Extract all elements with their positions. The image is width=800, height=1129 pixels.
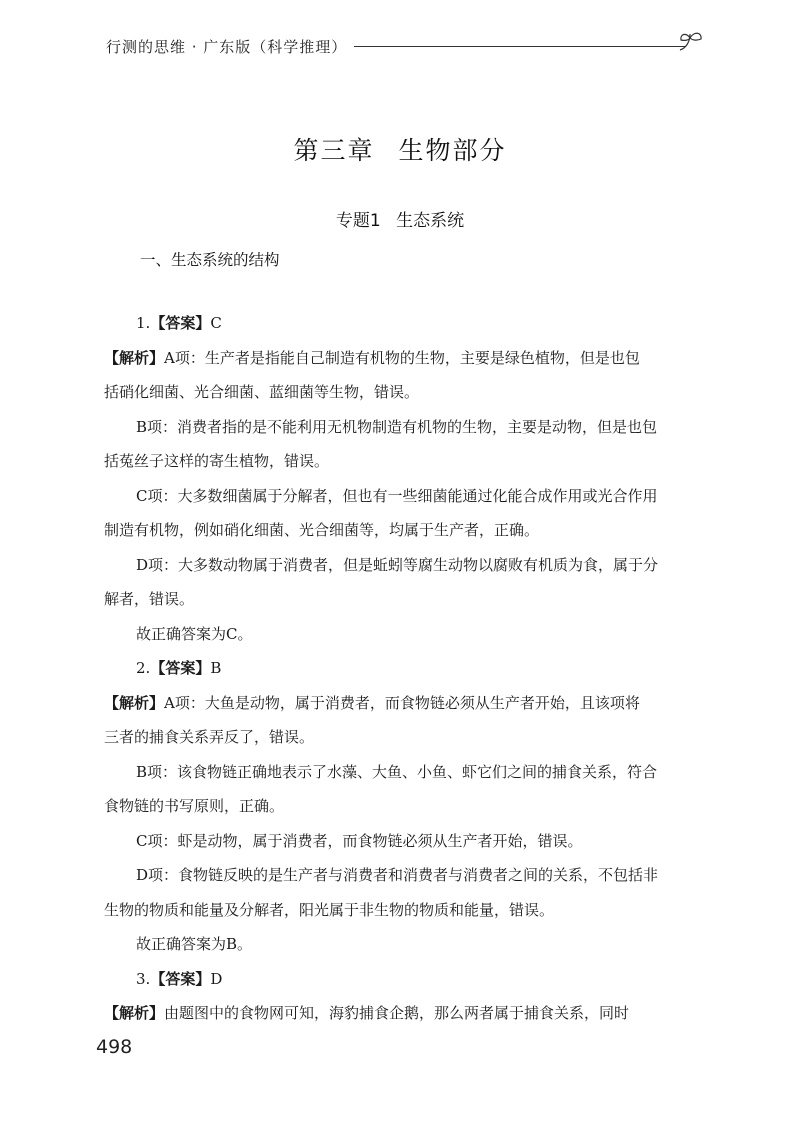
analysis-line: D项：大多数动物属于消费者，但是蚯蚓等腐生动物以腐败有机质为食，属于分 [136,556,659,574]
analysis-line [104,348,640,368]
answer-label: 【答案】 [150,314,211,332]
topic-title: 专题1 生态系统 [335,211,465,231]
question-number: 1. [136,314,151,332]
answer-line-q2 [136,658,221,678]
conclusion-line: 故正确答案为C。 [136,625,253,643]
analysis-line: 三者的捕食关系弄反了，错误。 [104,728,315,746]
analysis-line: 生物的物质和能量及分解者，阳光属于非生物的物质和能量，错误。 [104,901,555,919]
answer-value: C [210,314,222,332]
conclusion-line: 故正确答案为B。 [136,935,253,953]
analysis-line: 括菟丝子这样的寄生植物，错误。 [104,452,330,470]
analysis-line: 解者，错误。 [104,590,195,608]
running-header [106,32,706,62]
analysis-text: A项：大鱼是动物，属于消费者，而食物链必须从生产者开始，且该项将 [164,694,640,712]
page-number: 498 [96,1036,133,1058]
analysis-line: 制造有机物，例如硝化细菌、光合细菌等，均属于生产者，正确。 [104,521,540,539]
answer-line-q3 [136,969,222,989]
analysis-text: 由题图中的食物网可知，海豹捕食企鹅，那么两者属于捕食关系，同时 [164,1004,630,1022]
answer-value: D [210,970,223,988]
answer-line-q1 [136,313,222,333]
analysis-line: 食物链的书写原则，正确。 [104,797,285,815]
analysis-line: D项：食物链反映的是生产者与消费者和消费者与消费者之间的关系，不包括非 [136,866,659,884]
analysis-line: B项：该食物链正确地表示了水藻、大鱼、小鱼、虾它们之间的捕食关系，符合 [136,763,658,781]
analysis-line: C项：虾是动物，属于消费者，而食物链必须从生产者开始，错误。 [136,832,583,850]
question-number: 3. [136,970,151,988]
analysis-line [104,693,640,713]
section-heading: 一、生态系统的结构 [140,251,280,269]
running-header-title: 行测的思维 · 广东版（科学推理） [106,38,348,56]
header-rule [354,46,686,47]
analysis-label: 【解析】 [104,1004,165,1022]
sprout-icon [676,28,706,58]
analysis-label: 【解析】 [104,694,165,712]
answer-label: 【答案】 [150,970,211,988]
chapter-title: 第三章 生物部分 [293,136,507,165]
analysis-line: 括硝化细菌、光合细菌、蓝细菌等生物，错误。 [104,383,420,401]
analysis-line [104,1003,629,1023]
analysis-line: B项：消费者指的是不能利用无机物制造有机物的生物，主要是动物，但是也包 [136,418,658,436]
question-number: 2. [136,659,151,677]
answer-value: B [210,659,222,677]
analysis-line: C项：大多数细菌属于分解者，但也有一些细菌能通过化能合成作用或光合作用 [136,487,658,505]
analysis-label: 【解析】 [104,349,165,367]
answer-label: 【答案】 [150,659,211,677]
analysis-text: A项：生产者是指能自己制造有机物的生物，主要是绿色植物，但是也包 [164,349,640,367]
